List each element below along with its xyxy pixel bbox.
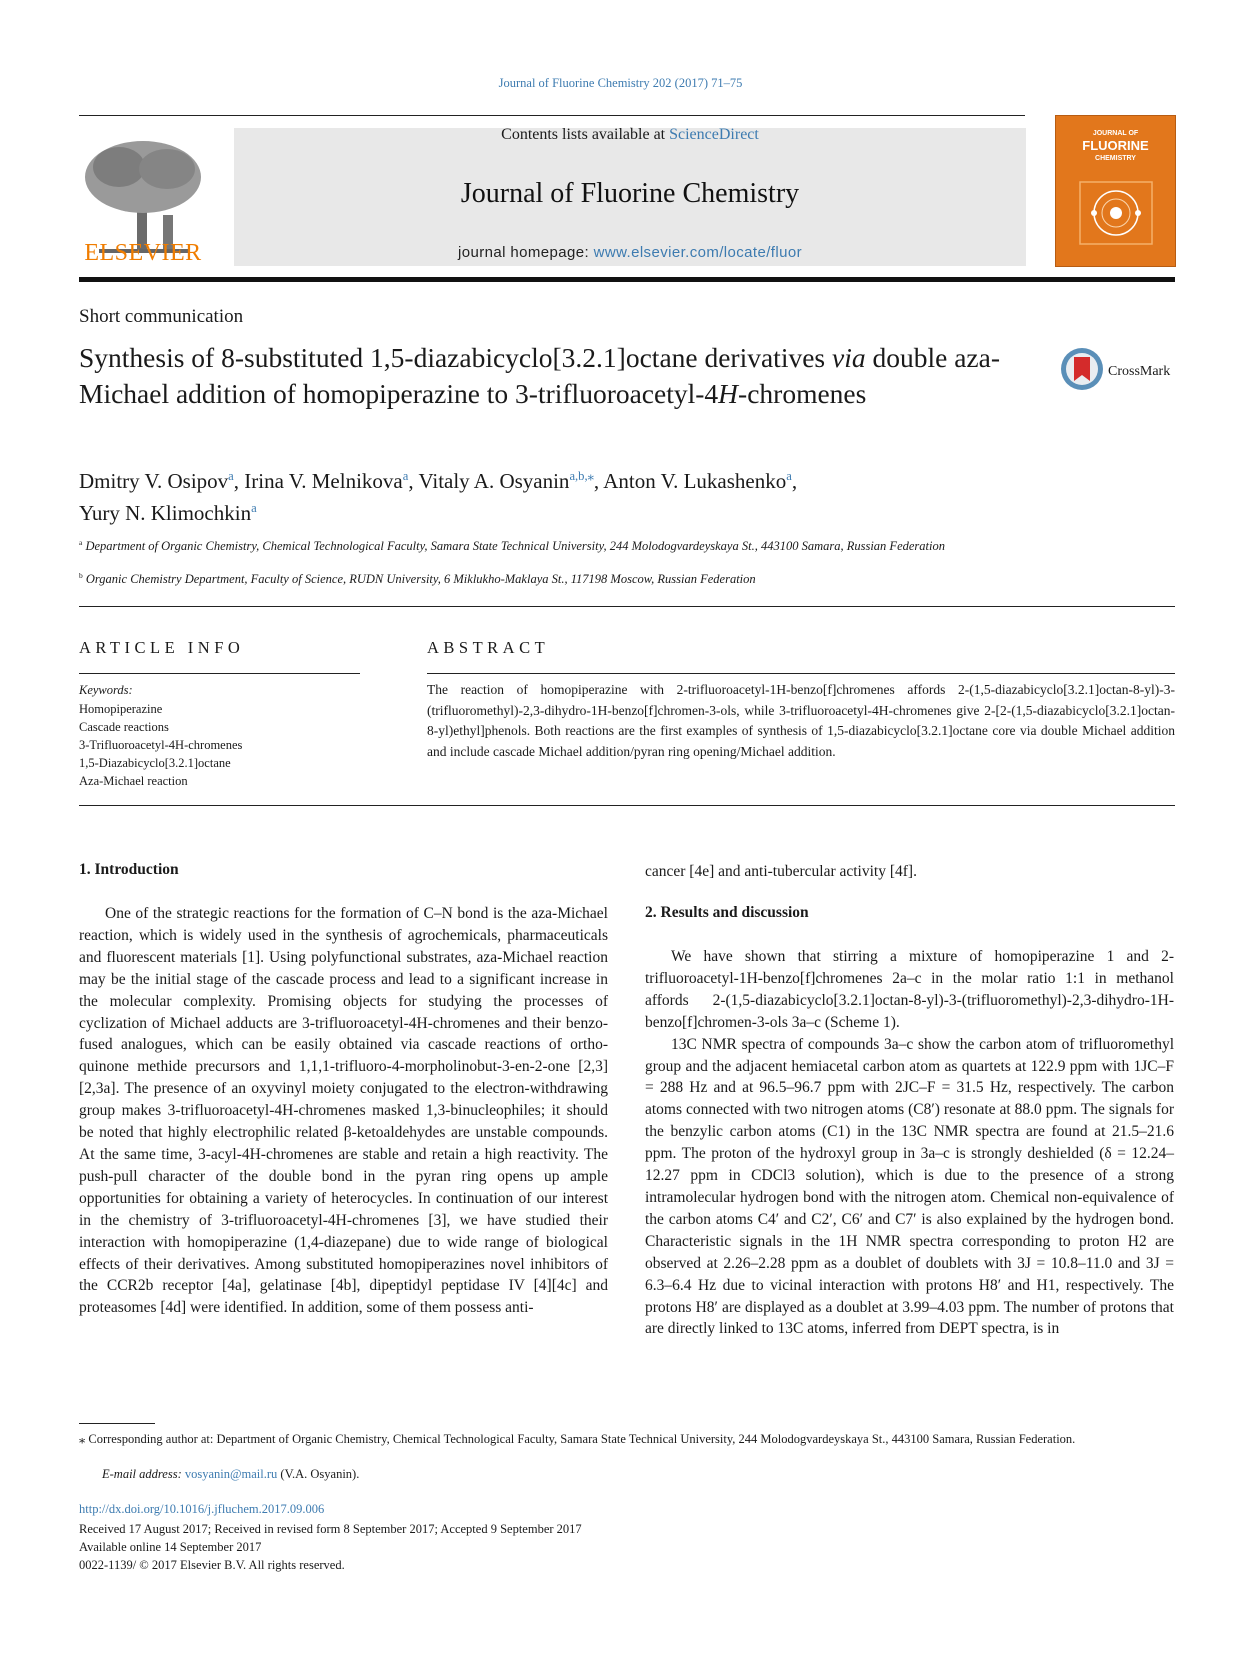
- elsevier-wordmark: ELSEVIER: [84, 240, 202, 266]
- doi-link[interactable]: http://dx.doi.org/10.1016/j.jfluchem.2017.09.006: [79, 1502, 325, 1516]
- continuation-text: cancer [4e] and anti-tubercular activity [4f].: [645, 863, 917, 880]
- email-owner: (V.A. Osyanin).: [280, 1467, 360, 1481]
- author-affiliation[interactable]: a: [786, 469, 792, 483]
- keywords-list: [79, 700, 242, 790]
- homepage-line: [234, 244, 1026, 261]
- header-thick-rule: [79, 277, 1175, 282]
- author-affiliation[interactable]: a: [402, 469, 409, 483]
- top-rule: [79, 115, 1025, 116]
- abstract-text: The reaction of homopiperazine with 2-trifluoroacetyl-1H-benzo[f]chromenes affords 2-(1,5-diazabicyclo[3.2.1]octan-8-yl)-3-(trifluoromethyl)-2,3-dihydro-1H-benzo[f]chromen-3-ols, while 3-trifluoroacetyl-4H-chromenes give 2-[2-(1,5-diazabicyclo[3.2.1]octan-8-yl)ethyl]phenols. Both reactions are the first examples of synthesis of 1,5-diazabicyclo[3.2.1]octane core via double Michael addition and include cascade Michael addition/pyran ring opening/Michael addition.: [427, 682, 1175, 759]
- affiliation-a: $^a$ Department of Organic Chemistry, Chemical Technological Faculty, Samara State Technical University, 244 Molodogvardeyskaya St., 443100 Samara, Russian Federation: [79, 538, 945, 554]
- author-affiliation[interactable]: a: [251, 501, 257, 515]
- cover-title: [1056, 128, 1175, 164]
- cover-title-3: CHEMISTRY: [1095, 155, 1136, 162]
- introduction-heading: 1. Introduction: [79, 861, 179, 878]
- contents-line: [234, 126, 1026, 144]
- author-affiliation[interactable]: a: [228, 469, 234, 483]
- cover-title-1: JOURNAL OF: [1092, 130, 1139, 137]
- author-name: Irina V. Melnikova: [244, 469, 403, 493]
- author-name: Dmitry V. Osipov: [79, 469, 229, 493]
- journal-reference-link[interactable]: Journal of Fluorine Chemistry 202 (2017) 71–75: [498, 76, 743, 90]
- email-link[interactable]: vosyanin@mail.ru: [184, 1467, 278, 1481]
- abstract-heading: ABSTRACT: [427, 638, 550, 657]
- article-history: [79, 1520, 582, 1574]
- corresponding-author-footnote: ⁎ Corresponding author at: Department of Organic Chemistry, Chemical Technological Faculty, Samara State Technical University, 244 Molodogvardeyskaya St., 443100 Samara, Russian Federation.: [79, 1432, 1076, 1446]
- results-paragraph-1: We have shown that stirring a mixture of homopiperazine 1 and 2-trifluoroacetyl-1H-benzo[f]chromenes 2a–c in the molar ratio 1:1 in methanol affords 2-(1,5-diazabicyclo[3.2.1]octan-8-yl)-3-(trifluoromethyl)-2,3-dihydro-1H-benzo[f]chromen-3-ols 3a–c (Scheme 1).: [645, 948, 1174, 1031]
- title-part-3: -chromenes: [738, 378, 867, 409]
- contents-prefix: Contents lists available at: [501, 126, 670, 143]
- results-paragraph-2: 13C NMR spectra of compounds 3a–c show the carbon atom of trifluoromethyl group and the adjacent hemiacetal carbon atom as quartets at 122.9 ppm with 1JC–F = 288 Hz and at 96.5–96.7 ppm with 2JC–F = 31.5 Hz, respectively. The carbon atoms connected with two nitrogen atoms (C8′) resonate at 88.0 ppm. The signals for the benzylic carbon atoms (C1) in the 13C NMR spectra are found at 21.5–21.6 ppm. The proton of the hydroxyl group in 3a–c is strongly deshielded (δ = 12.24–12.27 ppm in CDCl3 solution), which is due to the presence of a strong intramolecular hydrogen bond with the nitrogen atom. Chemical non-equivalence of the carbon atoms C4′ and C2′, C6′ and C7′ is also explained by the hydrogen bond. Characteristic signals in the 1H NMR spectra corresponding to proton H2 are observed at 2.26–2.28 ppm as a doublet of doublets with 3J = 10.8–11.0 and 3J = 6.3–6.4 Hz due to vicinal interaction with protons H8′ and H1, respectively. The protons H8′ are displayed as a doublet at 3.99–4.03 ppm. The number of protons that are directly linked to 13C atoms, inferred from DEPT spectra, is in: [645, 1035, 1174, 1338]
- email-label: E-mail address:: [102, 1467, 182, 1481]
- received-dates: Received 17 August 2017; Received in revised form 8 September 2017; Accepted 9 September 2017: [79, 1522, 582, 1536]
- divider: [79, 673, 360, 674]
- journal-cover: [1055, 115, 1176, 267]
- author-name: Anton V. Lukashenko: [603, 469, 787, 493]
- keyword: 1,5-Diazabicyclo[3.2.1]octane: [79, 756, 231, 770]
- divider: [79, 805, 1175, 806]
- title-via: via: [832, 342, 866, 373]
- article-title: [79, 340, 1029, 412]
- cover-title-2: FLUORINE: [1082, 138, 1149, 153]
- author-list: Dmitry V. Osipov$^a$, Irina V. Melnikova$^a$, Vitaly A. Osyanin$^{a,b,⁎}$, Anton V. Lukashenko$^a$, Yury N. Klimochkin$^a$: [79, 469, 798, 525]
- journal-name: Journal of Fluorine Chemistry: [460, 178, 800, 209]
- affiliation-a-text: Department of Organic Chemistry, Chemical Technological Faculty, Samara State Technical University, 244 Molodogvardeyskaya St., 443100 Samara, Russian Federation: [85, 539, 945, 554]
- online-date: Available online 14 September 2017: [79, 1540, 262, 1554]
- article-type: Short communication: [79, 306, 244, 327]
- sciencedirect-link[interactable]: ScienceDirect: [669, 126, 759, 143]
- homepage-link[interactable]: www.elsevier.com/locate/fluor: [593, 244, 802, 261]
- keyword: Aza-Michael reaction: [79, 774, 188, 788]
- results-heading: 2. Results and discussion: [645, 904, 809, 921]
- divider: [79, 606, 1175, 607]
- email-line: [102, 1467, 359, 1482]
- divider: [427, 673, 1175, 674]
- keyword: Homopiperazine: [79, 702, 163, 716]
- title-part-2: double aza-Michael addition of homopiperazine to 3-trifluoroacetyl-4: [79, 342, 1000, 409]
- affiliation-b-text: Organic Chemistry Department, Faculty of Science, RUDN University, 6 Miklukho-Maklaya St., 117198 Moscow, Russian Federation: [85, 572, 756, 587]
- author-affiliation[interactable]: a,b,⁎: [569, 469, 594, 483]
- crossmark-label[interactable]: CrossMark: [1108, 364, 1171, 379]
- affiliation-b: $^b$ Organic Chemistry Department, Faculty of Science, RUDN University, 6 Miklukho-Maklaya St., 117198 Moscow, Russian Federation: [79, 571, 756, 587]
- keyword: Cascade reactions: [79, 720, 169, 734]
- homepage-prefix: journal homepage:: [458, 244, 594, 261]
- author-name: Yury N. Klimochkin: [79, 501, 252, 525]
- introduction-text: One of the strategic reactions for the formation of C–N bond is the aza-Michael reaction, which is widely used in the synthesis of agrochemicals, pharmaceuticals and fluorescent materials [1]. Using polyfunctional substrates, aza-Michael reaction may be the initial stage of the cascade process and lead to a significant increase in the molecular complexity. Promising objects for studying the processes of cyclization of Michael adducts are 3-trifluoroacetyl-4H-chromenes and their benzo-fused analogues, which can be easily obtained via cascade reactions of ortho-quinone methide precursors and 1,1,1-trifluoro-4-morpholinobut-3-en-2-one [2,3][2,3a]. The presence of an oxyvinyl moiety conjugated to the electron-withdrawing group makes 3-trifluoroacetyl-4H-chromenes masked 1,3-binucleophiles; it should be noted that highly electrophilic related β-ketoaldehydes are unstable compounds. At the same time, 3-acyl-4H-chromenes are stable and retain a high reactivity. The push-pull character of the double bond in the pyran ring opens up ample opportunities for obtaining a variety of heterocycles. In continuation of our interest in the chemistry of 3-trifluoroacetyl-4H-chromenes [3], we have studied their interaction with homopiperazine (1,4-diazepane) due to wide range of biological effects of their derivatives. Among substituted homopiperazines novel inhibitors of the CCR2b receptor [4a], gelatinase [4b], dipeptidyl peptidase IV [4][4c] and proteasomes [4d] were identified. In addition, some of them possess anti-: [79, 905, 608, 1317]
- cover-atom-graphic: [1076, 178, 1156, 248]
- results-text: [645, 946, 1174, 1340]
- title-part-1: Synthesis of 8-substituted 1,5-diazabicyclo[3.2.1]octane derivatives: [79, 342, 833, 373]
- article-info-heading: ARTICLE INFO: [79, 638, 245, 657]
- author-name: Vitaly A. Osyanin: [418, 469, 570, 493]
- crossmark-icon[interactable]: [1060, 347, 1104, 391]
- keywords-label: Keywords:: [79, 683, 133, 697]
- footnote-rule: [79, 1423, 155, 1424]
- keyword: 3-Trifluoroacetyl-4H-chromenes: [79, 738, 243, 752]
- copyright: 0022-1139/ © 2017 Elsevier B.V. All rights reserved.: [79, 1558, 345, 1572]
- title-h: H: [718, 378, 739, 409]
